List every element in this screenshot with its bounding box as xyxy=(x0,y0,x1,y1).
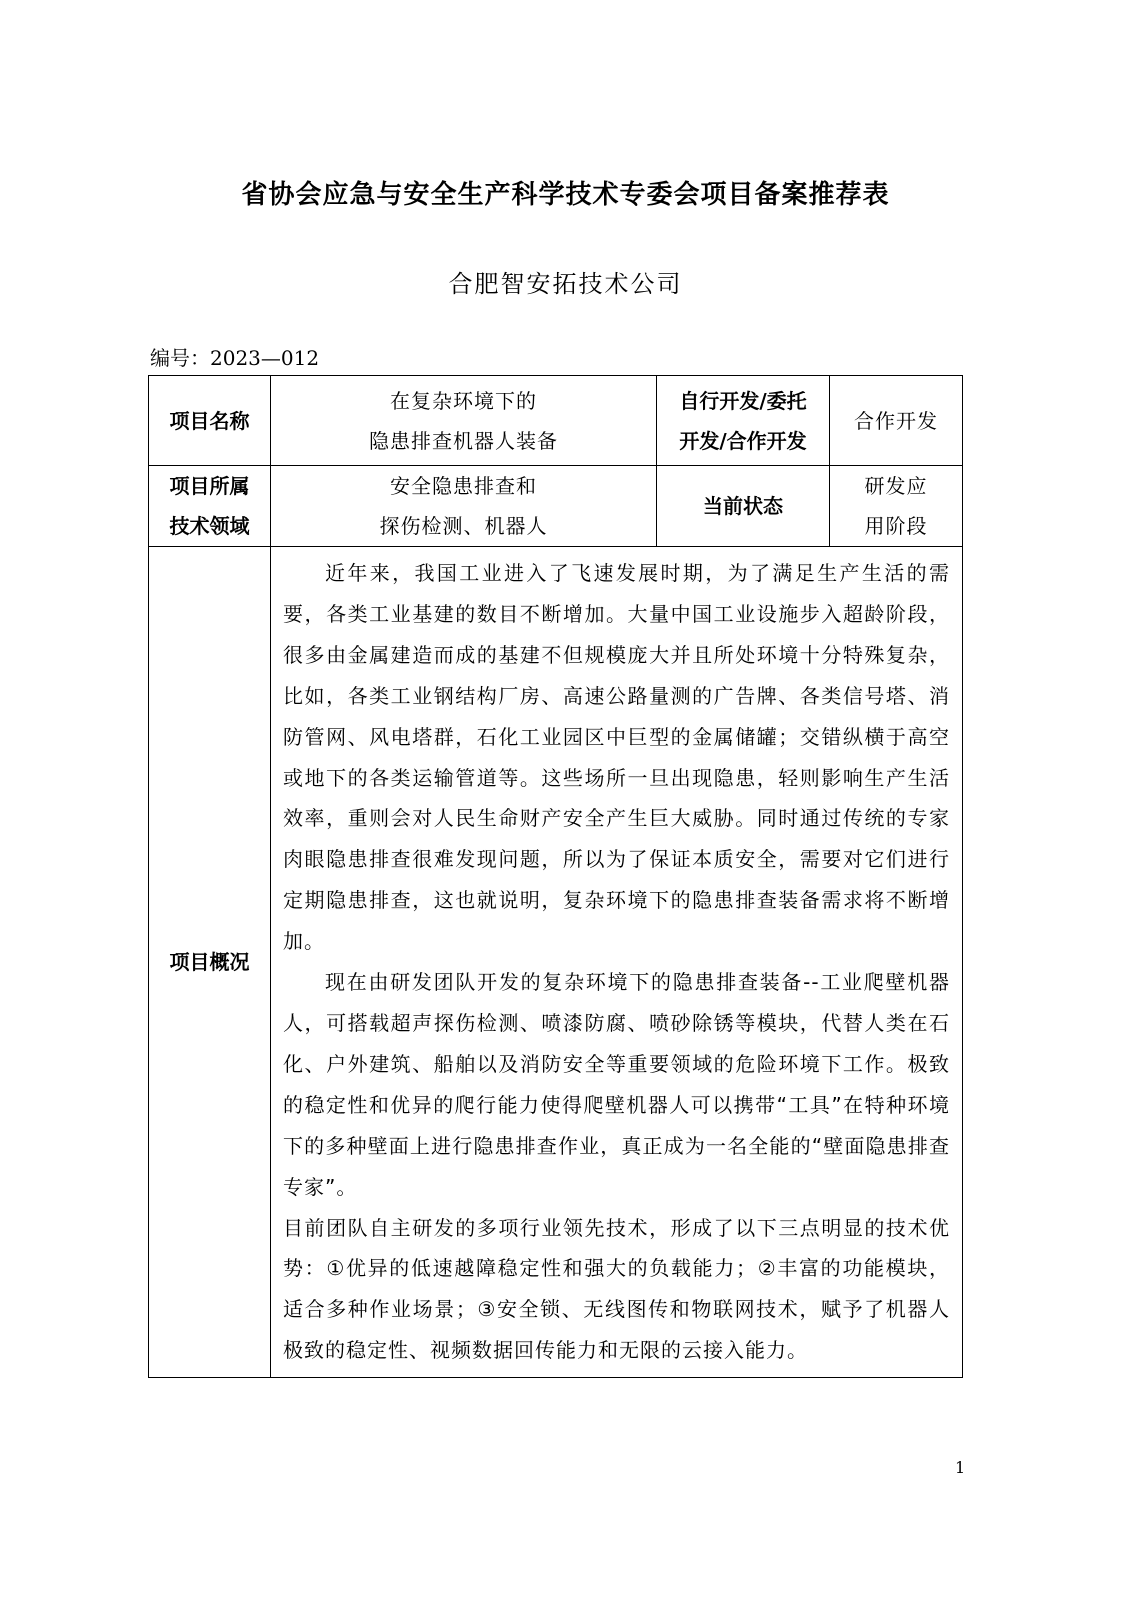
dev-mode-label-line2: 开发/合作开发 xyxy=(679,428,807,453)
status-value xyxy=(830,466,963,547)
tech-field-line2: 探伤检测、机器人 xyxy=(379,514,548,538)
tech-field-value xyxy=(271,466,657,547)
overview-label: 项目概况 xyxy=(149,547,271,1378)
table-row xyxy=(149,376,963,466)
tech-field-line1: 安全隐患排查和 xyxy=(390,474,537,498)
tech-field-label-line1: 项目所属 xyxy=(169,474,250,498)
project-name-line1: 在复杂环境下的 xyxy=(390,388,537,413)
overview-content xyxy=(271,547,963,1378)
page-number: 1 xyxy=(955,1458,966,1477)
page-title: 省协会应急与安全生产科学技术专委会项目备案推荐表 xyxy=(241,180,890,210)
status-label: 当前状态 xyxy=(657,466,830,547)
tech-field-label xyxy=(149,466,271,547)
serial-number: 编号：2023—012 xyxy=(150,346,320,370)
project-name-label: 项目名称 xyxy=(149,376,271,466)
overview-paragraph: 现在由研发团队开发的复杂环境下的隐患排查装备--工业爬壁机器人，可搭载超声探伤检测、喷漆防腐、喷砂除锈等模块，代替人类在石化、户外建筑、船舶以及消防安全等重要领域的危险环境下工作。极致的稳定性和优异的爬行能力使得爬壁机器人可以携带“工具”在特种环境下的多种壁面上进行隐患排查作业，真正成为一名全能的“壁面隐患排查专家”。 xyxy=(283,970,950,1199)
recommendation-table xyxy=(148,375,963,1378)
overview-paragraph: 目前团队自主研发的多项行业领先技术，形成了以下三点明显的技术优势：①优异的低速越障稳定性和强大的负载能力；②丰富的功能模块，适合多种作业场景；③安全锁、无线图传和物联网技术，赋予了机器人极致的稳定性、视频数据回传能力和无限的云接入能力。 xyxy=(283,1215,950,1363)
dev-mode-value: 合作开发 xyxy=(830,376,963,466)
project-name-value xyxy=(271,376,657,466)
company-name: 合肥智安拓技术公司 xyxy=(448,270,683,298)
table-row xyxy=(149,547,963,1378)
tech-field-label-line2: 技术领域 xyxy=(169,514,250,538)
overview-paragraph: 近年来，我国工业进入了飞速发展时期，为了满足生产生活的需要，各类工业基建的数目不断增加。大量中国工业设施步入超龄阶段，很多由金属建造而成的基建不但规模庞大并且所处环境十分特殊复杂，比如，各类工业钢结构厂房、高速公路量测的广告牌、各类信号塔、消防管网、风电塔群，石化工业园区中巨型的金属储罐；交错纵横于高空或地下的各类运输管道等。这些场所一旦出现隐患，轻则影响生产生活效率，重则会对人民生命财产安全产生巨大威胁。同时通过传统的专家肉眼隐患排查很难发现问题，所以为了保证本质安全，需要对它们进行定期隐患排查，这也就说明，复杂环境下的隐患排查装备需求将不断增加。 xyxy=(283,561,950,954)
project-name-line2: 隐患排查机器人装备 xyxy=(369,428,558,453)
status-value-line2: 用阶段 xyxy=(864,514,928,538)
status-value-line1: 研发应 xyxy=(864,474,928,498)
dev-mode-label xyxy=(657,376,830,466)
dev-mode-label-line1: 自行开发/委托 xyxy=(679,388,807,413)
table-row xyxy=(149,466,963,547)
